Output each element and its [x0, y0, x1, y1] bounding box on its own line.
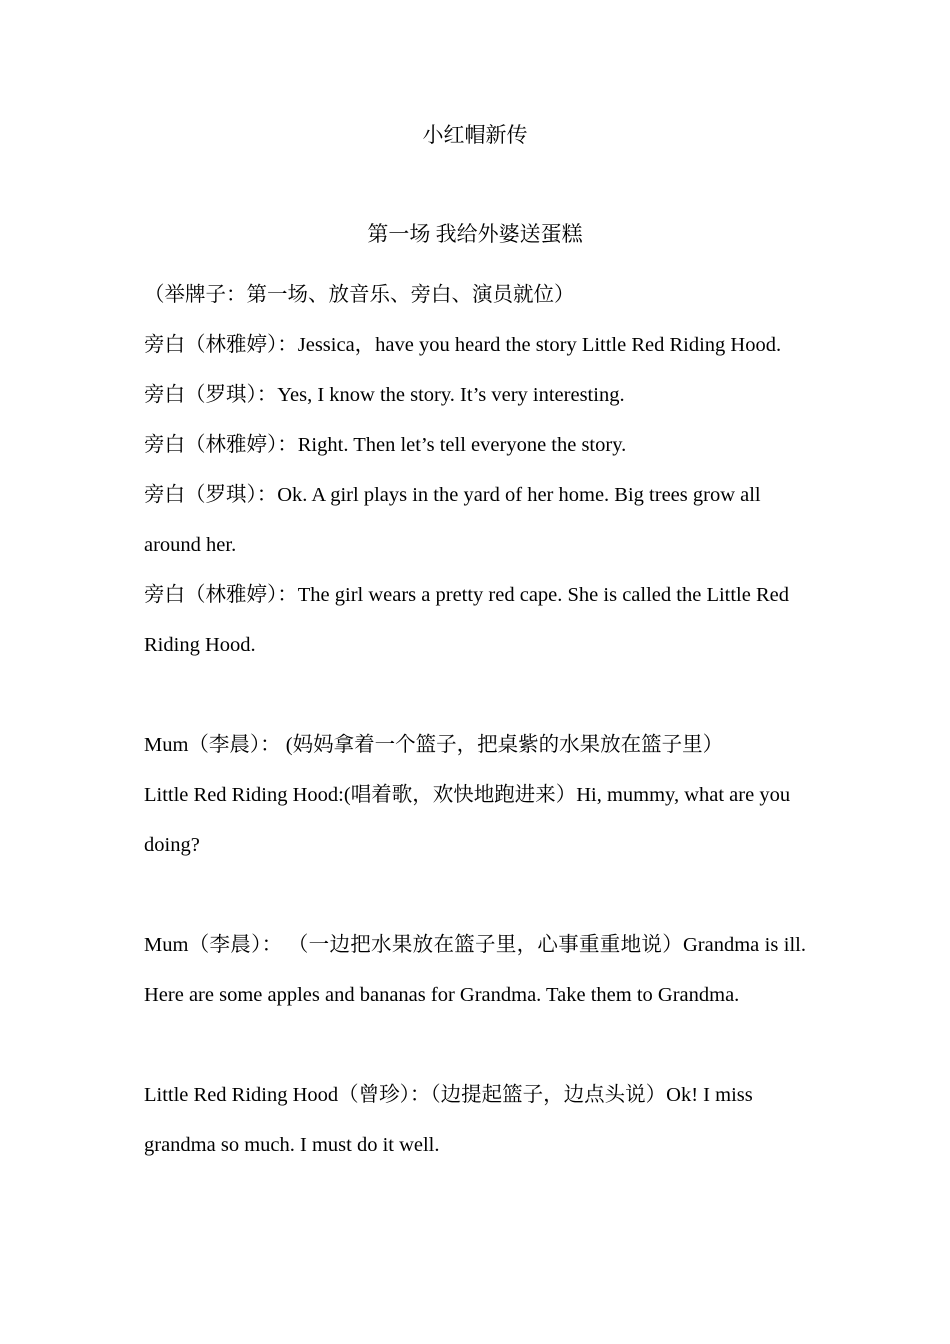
script-body: [144, 270, 806, 1170]
dialogue-line-9: Little Red Riding Hood（曾珍）：（边提起篮子，边点头说）Ok! I miss grandma so much. I must do it well.: [144, 1084, 753, 1156]
dialogue-line-2: 旁白（罗琪）：Yes, I know the story. It’s very interesting.: [144, 384, 625, 406]
dialogue-line-5: 旁白（林雅婷）：The girl wears a pretty red cape. She is called the Little Red Riding Hood.: [144, 584, 789, 656]
blank-line: [144, 870, 806, 920]
stage-direction: （举牌子：第一场、放音乐、旁白、演员就位）: [144, 284, 575, 306]
blank-line: [144, 1020, 806, 1070]
dialogue-line-6: Mum（李晨）： (妈妈拿着一个篮子，把桌紫的水果放在篮子里）: [144, 734, 724, 756]
blank-line: [144, 670, 806, 720]
scene-title: 第一场 我给外婆送蛋糕: [367, 222, 583, 246]
dialogue-line-7: Little Red Riding Hood:(唱着歌，欢快地跑进来）Hi, mummy, what are you doing?: [144, 784, 791, 856]
dialogue-line-8: Mum（李晨）： （一边把水果放在篮子里，心事重重地说）Grandma is ill. Here are some apples and bananas for Grandma. Take them to Grandma.: [144, 934, 806, 1006]
dialogue-line-3: 旁白（林雅婷）：Right. Then let’s tell everyone the story.: [144, 434, 627, 456]
document-title: 小红帽新传: [422, 123, 528, 147]
dialogue-line-4: 旁白（罗琪）：Ok. A girl plays in the yard of her home. Big trees grow all around her.: [144, 484, 761, 556]
dialogue-line-1: 旁白（林雅婷）：Jessica，have you heard the story Little Red Riding Hood.: [144, 334, 782, 356]
